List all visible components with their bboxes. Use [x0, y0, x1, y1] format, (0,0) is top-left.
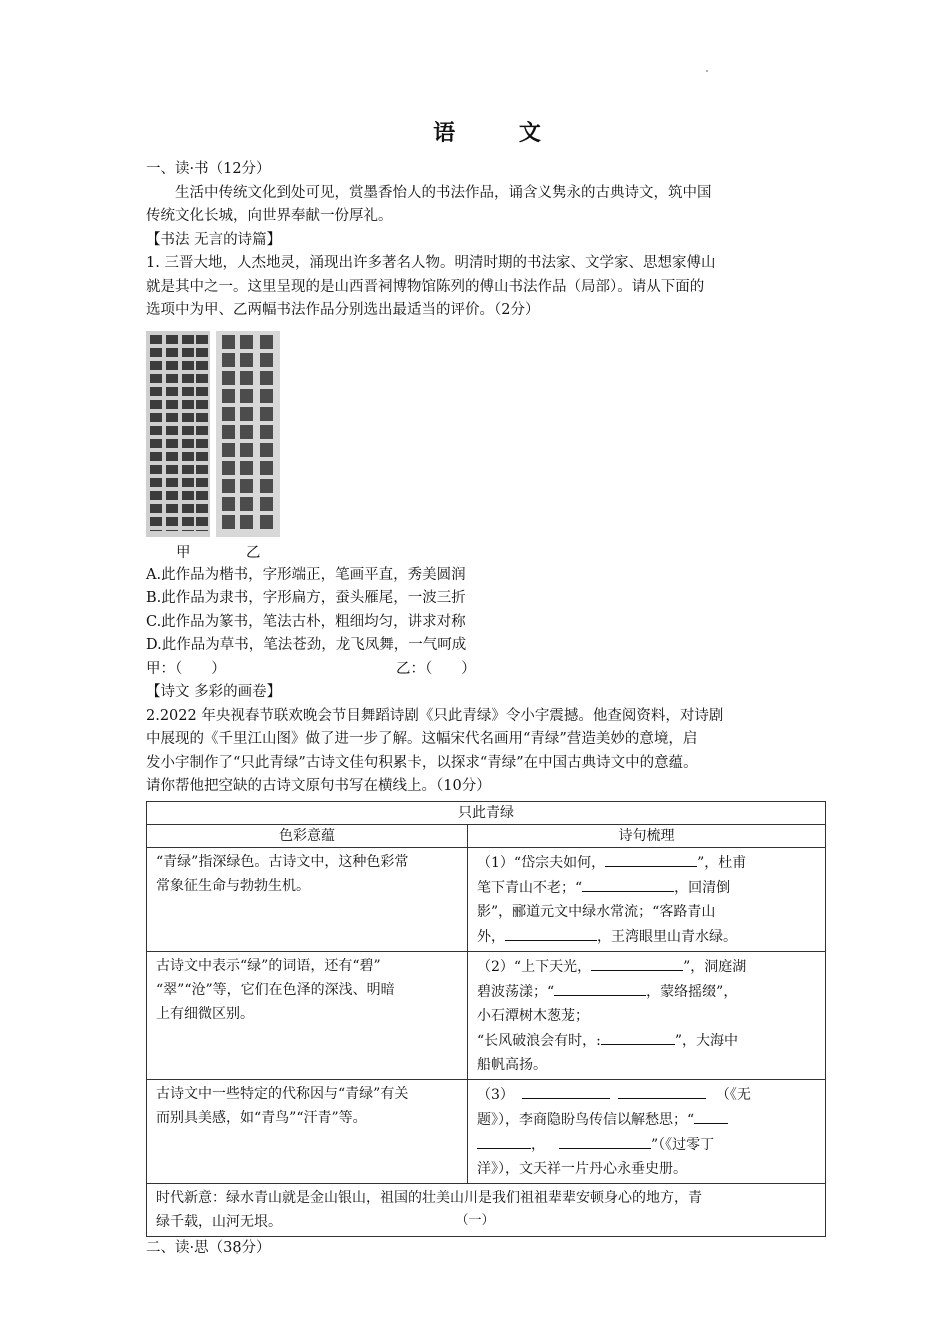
fill-blank[interactable] — [694, 1107, 728, 1124]
question1-line: 就是其中之一。这里呈现的是山西晋祠博物馆陈列的傅山书法作品（局部）。请从下面的 — [146, 278, 705, 295]
option-b: B.此作品为隶书，字形扁方，蚕头雁尾，一波三折 — [146, 590, 466, 606]
cell-text: 影”，郦道元文中绿水常流；“客路青山 — [477, 903, 716, 920]
row2-meaning — [147, 951, 468, 1079]
cell-line: “翠”“沧”等，它们在色泽的深浅、明暗 — [156, 981, 395, 998]
answer-jia[interactable]: 甲：（ ） — [146, 660, 226, 677]
cell-text: 洋》），文天祥一片丹心永垂史册。 — [477, 1160, 687, 1177]
fill-blank[interactable] — [522, 1082, 610, 1099]
question2-line: 2.2022 年央视春节联欢晚会节目舞蹈诗剧《只此青绿》令小宇震撼。他查阅资料，对诗剧 — [146, 707, 724, 724]
cell-line: “青绿”指深绿色。古诗文中，这种色彩常 — [156, 853, 409, 870]
cell-text: ”，洞庭湖 — [683, 958, 747, 975]
column-header-meaning: 色彩意蕴 — [147, 824, 468, 847]
fill-blank[interactable] — [559, 1132, 651, 1149]
section2-header: 二、读·思（38分） — [146, 1239, 271, 1256]
fill-blank[interactable] — [582, 875, 674, 892]
cell-text: （《无 — [715, 1086, 751, 1103]
question2-line: 发小宇制作了“只此青绿”古诗文佳句积累卡，以探求“青绿”在中国古典诗文中的意蕴。 — [146, 754, 698, 771]
scan-speck — [706, 70, 708, 72]
question1-line: 1. 三晋大地，人杰地灵，涌现出许多著名人物。明清时期的书法家、文学家、思想家傅山 — [146, 255, 716, 271]
fill-blank[interactable] — [591, 954, 683, 971]
image-label-jia: 甲 — [176, 544, 191, 561]
table-row — [147, 847, 826, 951]
fill-blank[interactable] — [477, 1132, 531, 1149]
question1-line: 选项中为甲、乙两幅书法作品分别选出最适当的评价。（2分） — [146, 302, 540, 318]
option-a: A.此作品为楷书，字形端正，笔画平直，秀美圆润 — [146, 566, 466, 583]
cell-text: ， — [531, 1136, 545, 1153]
section1-header: 一、读·书（12分） — [146, 161, 271, 177]
cell-text: “长风破浪会有时，: — [477, 1032, 601, 1049]
image-label-yi: 乙 — [246, 544, 261, 561]
cell-text: ”（《过零丁 — [651, 1136, 715, 1153]
cell-line: 古诗文中一些特定的代称因与“青绿”有关 — [156, 1085, 409, 1102]
intro-line: 传统文化长城，向世界奉献一份厚礼。 — [146, 208, 393, 224]
image-labels — [176, 541, 826, 562]
fill-blank[interactable] — [605, 850, 697, 867]
cell-text: 船帆高扬。 — [477, 1056, 547, 1073]
cell-line: 时代新意：绿水青山就是金山银山，祖国的壮美山川是我们祖祖辈辈安顿身心的地方，青 — [156, 1189, 702, 1206]
option-c: C.此作品为篆书，笔法古朴，粗细均匀，讲求对称 — [146, 613, 466, 630]
cell-text: 小石潭树木葱茏； — [477, 1007, 589, 1024]
row3-verses — [468, 1079, 826, 1183]
cell-text: ”，杜甫 — [697, 854, 747, 871]
table-row — [147, 951, 826, 1079]
page-footer: （一） — [455, 1213, 495, 1228]
answer-line — [146, 658, 826, 682]
cell-text: ”，大海中 — [674, 1032, 739, 1049]
cell-text: 外， — [477, 928, 505, 945]
cell-text: ，回清倒 — [674, 879, 731, 896]
cell-text: （1）“岱宗夫如何， — [477, 854, 606, 871]
row2-verses — [468, 951, 826, 1079]
cell-text: （2）“上下天光， — [477, 958, 592, 975]
page-title: 语 文 — [433, 120, 569, 146]
cell-text: 题》），李商隐盼鸟传信以解愁思；“ — [477, 1111, 695, 1128]
answer-yi[interactable]: 乙：（ ） — [396, 660, 476, 677]
cell-text: 碧波荡漾；“ — [477, 983, 555, 1000]
intro-line: 生活中传统文化到处可见，赏墨香怡人的书法作品，诵含义隽永的古典诗文，筑中国 — [175, 184, 712, 201]
calligraphy-image-yi — [216, 331, 280, 537]
fill-blank[interactable] — [505, 924, 597, 941]
row1-verses — [468, 847, 826, 951]
table-caption: 只此青绿 — [147, 801, 826, 824]
part1-header: 【书法 无言的诗篇】 — [146, 231, 282, 248]
cell-line: 而别具美感，如“青鸟”“汗青”等。 — [156, 1109, 367, 1126]
cell-line: 绿千载，山河无垠。 — [156, 1213, 282, 1230]
cell-text: ，蒙络摇缀”， — [646, 983, 738, 1000]
calligraphy-image-jia — [146, 331, 210, 537]
poetry-card-table — [146, 801, 826, 1237]
question2-line: 中展现的《千里江山图》做了进一步了解。这幅宋代名画用“青绿”营造美妙的意境，启 — [146, 731, 698, 747]
part2-header: 【诗文 多彩的画卷】 — [146, 684, 282, 700]
calligraphy-images — [146, 331, 826, 537]
cell-line: 上有细微区别。 — [156, 1005, 254, 1022]
column-header-verses: 诗句梳理 — [468, 824, 826, 847]
fill-blank[interactable] — [554, 979, 646, 996]
row1-meaning — [147, 847, 468, 951]
cell-line: 常象征生命与勃勃生机。 — [156, 877, 310, 894]
cell-text: 笔下青山不老；“ — [477, 879, 583, 896]
option-d: D.此作品为草书，笔法苍劲，龙飞凤舞，一气呵成 — [146, 637, 467, 653]
row3-meaning — [147, 1079, 468, 1183]
cell-text: （3） — [477, 1086, 514, 1103]
table-row — [147, 1079, 826, 1183]
cell-line: 古诗文中表示“绿”的词语，还有“碧” — [156, 957, 381, 974]
fill-blank[interactable] — [618, 1082, 706, 1099]
question2-line: 请你帮他把空缺的古诗文原句书写在横线上。（10分） — [146, 778, 491, 794]
fill-blank[interactable] — [601, 1028, 675, 1045]
cell-text: ，王湾眼里山青水绿。 — [597, 928, 737, 945]
exam-page — [146, 118, 826, 1260]
